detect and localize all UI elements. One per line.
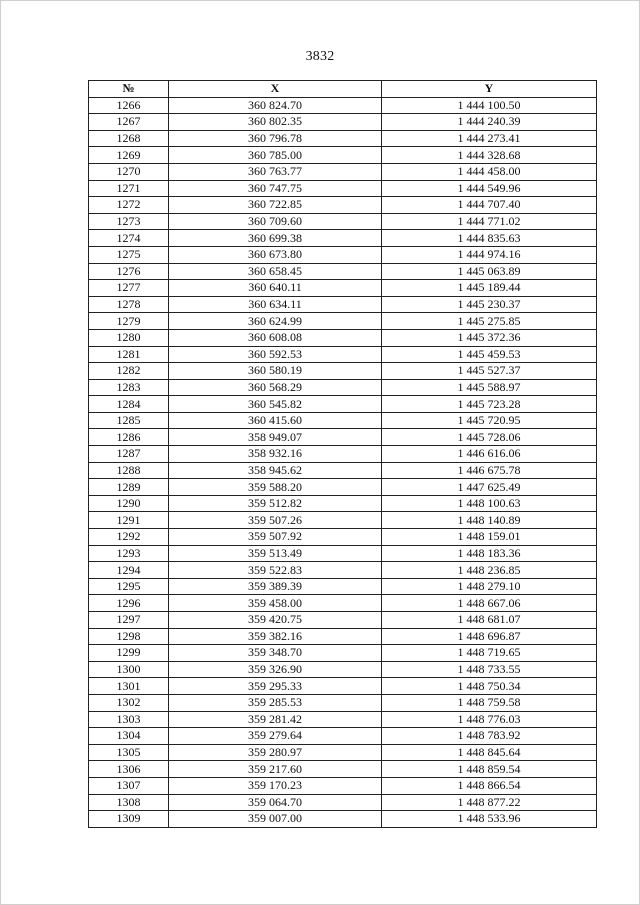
cell-number: 1271 xyxy=(89,180,169,197)
cell-number: 1290 xyxy=(89,495,169,512)
cell-number: 1280 xyxy=(89,329,169,346)
header-number: № xyxy=(89,81,169,98)
cell-number: 1269 xyxy=(89,147,169,164)
cell-number: 1292 xyxy=(89,529,169,546)
cell-x: 360 658.45 xyxy=(169,263,382,280)
cell-number: 1283 xyxy=(89,379,169,396)
cell-x: 360 785.00 xyxy=(169,147,382,164)
header-x: X xyxy=(169,81,382,98)
table-row xyxy=(89,147,597,164)
cell-number: 1286 xyxy=(89,429,169,446)
cell-y: 1 448 696.87 xyxy=(382,628,597,645)
cell-y: 1 448 859.54 xyxy=(382,761,597,778)
cell-number: 1291 xyxy=(89,512,169,529)
cell-y: 1 445 527.37 xyxy=(382,363,597,380)
cell-y: 1 446 616.06 xyxy=(382,446,597,463)
table-header xyxy=(89,81,597,98)
cell-y: 1 448 681.07 xyxy=(382,612,597,629)
cell-number: 1266 xyxy=(89,97,169,114)
cell-x: 359 326.90 xyxy=(169,661,382,678)
cell-y: 1 444 100.50 xyxy=(382,97,597,114)
table-row xyxy=(89,562,597,579)
cell-x: 359 588.20 xyxy=(169,479,382,496)
cell-y: 1 448 759.58 xyxy=(382,694,597,711)
table-row xyxy=(89,811,597,828)
cell-x: 359 170.23 xyxy=(169,777,382,794)
cell-x: 359 507.26 xyxy=(169,512,382,529)
cell-number: 1298 xyxy=(89,628,169,645)
table-row xyxy=(89,628,597,645)
cell-y: 1 444 835.63 xyxy=(382,230,597,247)
cell-x: 360 608.08 xyxy=(169,329,382,346)
cell-number: 1281 xyxy=(89,346,169,363)
table-row xyxy=(89,130,597,147)
cell-number: 1272 xyxy=(89,197,169,214)
table-row xyxy=(89,97,597,114)
cell-number: 1295 xyxy=(89,578,169,595)
cell-number: 1309 xyxy=(89,811,169,828)
cell-number: 1276 xyxy=(89,263,169,280)
cell-number: 1278 xyxy=(89,296,169,313)
cell-y: 1 446 675.78 xyxy=(382,462,597,479)
cell-y: 1 445 723.28 xyxy=(382,396,597,413)
cell-x: 359 512.82 xyxy=(169,495,382,512)
cell-y: 1 448 845.64 xyxy=(382,744,597,761)
cell-number: 1282 xyxy=(89,363,169,380)
cell-x: 360 592.53 xyxy=(169,346,382,363)
table-row xyxy=(89,429,597,446)
cell-number: 1268 xyxy=(89,130,169,147)
table-row xyxy=(89,495,597,512)
cell-y: 1 444 771.02 xyxy=(382,213,597,230)
cell-x: 359 295.33 xyxy=(169,678,382,695)
table-row xyxy=(89,777,597,794)
cell-number: 1277 xyxy=(89,280,169,297)
cell-y: 1 444 707.40 xyxy=(382,197,597,214)
cell-number: 1279 xyxy=(89,313,169,330)
cell-number: 1270 xyxy=(89,163,169,180)
header-y: Y xyxy=(382,81,597,98)
cell-x: 359 389.39 xyxy=(169,578,382,595)
cell-y: 1 445 189.44 xyxy=(382,280,597,297)
cell-number: 1288 xyxy=(89,462,169,479)
cell-y: 1 445 275.85 xyxy=(382,313,597,330)
cell-x: 360 802.35 xyxy=(169,114,382,131)
table-row xyxy=(89,379,597,396)
page-number: 3832 xyxy=(305,49,335,64)
cell-y: 1 447 625.49 xyxy=(382,479,597,496)
cell-x: 360 722.85 xyxy=(169,197,382,214)
table-row xyxy=(89,446,597,463)
cell-y: 1 445 063.89 xyxy=(382,263,597,280)
table-row xyxy=(89,612,597,629)
cell-y: 1 448 140.89 xyxy=(382,512,597,529)
cell-x: 359 522.83 xyxy=(169,562,382,579)
cell-number: 1293 xyxy=(89,545,169,562)
cell-y: 1 448 733.55 xyxy=(382,661,597,678)
cell-x: 360 747.75 xyxy=(169,180,382,197)
cell-x: 359 458.00 xyxy=(169,595,382,612)
cell-number: 1297 xyxy=(89,612,169,629)
cell-number: 1304 xyxy=(89,728,169,745)
table-row xyxy=(89,661,597,678)
cell-y: 1 444 458.00 xyxy=(382,163,597,180)
cell-y: 1 448 533.96 xyxy=(382,811,597,828)
cell-x: 360 709.60 xyxy=(169,213,382,230)
table-row xyxy=(89,744,597,761)
coordinates-table xyxy=(88,80,597,828)
cell-x: 359 279.64 xyxy=(169,728,382,745)
table-row xyxy=(89,529,597,546)
table-row xyxy=(89,296,597,313)
cell-number: 1308 xyxy=(89,794,169,811)
cell-number: 1289 xyxy=(89,479,169,496)
table-row xyxy=(89,363,597,380)
table-row xyxy=(89,711,597,728)
header-row xyxy=(89,81,597,98)
cell-x: 360 415.60 xyxy=(169,412,382,429)
table-row xyxy=(89,645,597,662)
cell-number: 1267 xyxy=(89,114,169,131)
cell-x: 359 382.16 xyxy=(169,628,382,645)
table-row xyxy=(89,412,597,429)
cell-number: 1303 xyxy=(89,711,169,728)
cell-number: 1299 xyxy=(89,645,169,662)
table-row xyxy=(89,794,597,811)
cell-x: 358 945.62 xyxy=(169,462,382,479)
cell-y: 1 448 750.34 xyxy=(382,678,597,695)
cell-y: 1 448 279.10 xyxy=(382,578,597,595)
cell-y: 1 448 236.85 xyxy=(382,562,597,579)
cell-number: 1275 xyxy=(89,246,169,263)
cell-y: 1 445 372.36 xyxy=(382,329,597,346)
table-row xyxy=(89,462,597,479)
cell-x: 358 932.16 xyxy=(169,446,382,463)
cell-x: 359 280.97 xyxy=(169,744,382,761)
table-row xyxy=(89,578,597,595)
cell-x: 360 824.70 xyxy=(169,97,382,114)
cell-number: 1305 xyxy=(89,744,169,761)
cell-x: 358 949.07 xyxy=(169,429,382,446)
table-row xyxy=(89,479,597,496)
cell-y: 1 448 159.01 xyxy=(382,529,597,546)
cell-x: 359 007.00 xyxy=(169,811,382,828)
cell-number: 1274 xyxy=(89,230,169,247)
table-row xyxy=(89,280,597,297)
cell-y: 1 448 776.03 xyxy=(382,711,597,728)
cell-y: 1 448 877.22 xyxy=(382,794,597,811)
cell-y: 1 445 728.06 xyxy=(382,429,597,446)
cell-x: 359 513.49 xyxy=(169,545,382,562)
table-row xyxy=(89,595,597,612)
cell-x: 360 568.29 xyxy=(169,379,382,396)
table-row xyxy=(89,761,597,778)
cell-x: 359 064.70 xyxy=(169,794,382,811)
cell-x: 360 699.38 xyxy=(169,230,382,247)
cell-x: 360 673.80 xyxy=(169,246,382,263)
cell-y: 1 444 549.96 xyxy=(382,180,597,197)
cell-number: 1300 xyxy=(89,661,169,678)
cell-number: 1296 xyxy=(89,595,169,612)
table-row xyxy=(89,197,597,214)
cell-number: 1285 xyxy=(89,412,169,429)
table-row xyxy=(89,396,597,413)
cell-y: 1 445 230.37 xyxy=(382,296,597,313)
cell-x: 360 796.78 xyxy=(169,130,382,147)
cell-number: 1273 xyxy=(89,213,169,230)
cell-y: 1 448 100.63 xyxy=(382,495,597,512)
cell-y: 1 448 783.92 xyxy=(382,728,597,745)
table-body xyxy=(89,97,597,827)
table-row xyxy=(89,163,597,180)
cell-x: 360 763.77 xyxy=(169,163,382,180)
cell-y: 1 445 459.53 xyxy=(382,346,597,363)
cell-y: 1 445 720.95 xyxy=(382,412,597,429)
cell-number: 1306 xyxy=(89,761,169,778)
cell-x: 360 634.11 xyxy=(169,296,382,313)
table-row xyxy=(89,246,597,263)
cell-x: 359 348.70 xyxy=(169,645,382,662)
cell-x: 360 580.19 xyxy=(169,363,382,380)
table-row xyxy=(89,329,597,346)
table-row xyxy=(89,346,597,363)
cell-x: 359 420.75 xyxy=(169,612,382,629)
table-row xyxy=(89,213,597,230)
cell-y: 1 444 974.16 xyxy=(382,246,597,263)
cell-x: 359 217.60 xyxy=(169,761,382,778)
cell-x: 359 285.53 xyxy=(169,694,382,711)
table-row xyxy=(89,694,597,711)
table-row xyxy=(89,728,597,745)
table-row xyxy=(89,678,597,695)
cell-x: 360 624.99 xyxy=(169,313,382,330)
cell-y: 1 448 719.65 xyxy=(382,645,597,662)
cell-x: 359 507.92 xyxy=(169,529,382,546)
cell-y: 1 448 183.36 xyxy=(382,545,597,562)
cell-number: 1301 xyxy=(89,678,169,695)
cell-y: 1 444 328.68 xyxy=(382,147,597,164)
cell-y: 1 448 667.06 xyxy=(382,595,597,612)
cell-number: 1294 xyxy=(89,562,169,579)
cell-y: 1 445 588.97 xyxy=(382,379,597,396)
cell-number: 1287 xyxy=(89,446,169,463)
table-row xyxy=(89,313,597,330)
table-row xyxy=(89,230,597,247)
cell-number: 1307 xyxy=(89,777,169,794)
cell-number: 1284 xyxy=(89,396,169,413)
table-row xyxy=(89,512,597,529)
table-row xyxy=(89,180,597,197)
cell-x: 360 545.82 xyxy=(169,396,382,413)
cell-x: 359 281.42 xyxy=(169,711,382,728)
cell-x: 360 640.11 xyxy=(169,280,382,297)
cell-y: 1 444 273.41 xyxy=(382,130,597,147)
table-row xyxy=(89,114,597,131)
table-row xyxy=(89,545,597,562)
table-row xyxy=(89,263,597,280)
cell-y: 1 448 866.54 xyxy=(382,777,597,794)
cell-number: 1302 xyxy=(89,694,169,711)
cell-y: 1 444 240.39 xyxy=(382,114,597,131)
